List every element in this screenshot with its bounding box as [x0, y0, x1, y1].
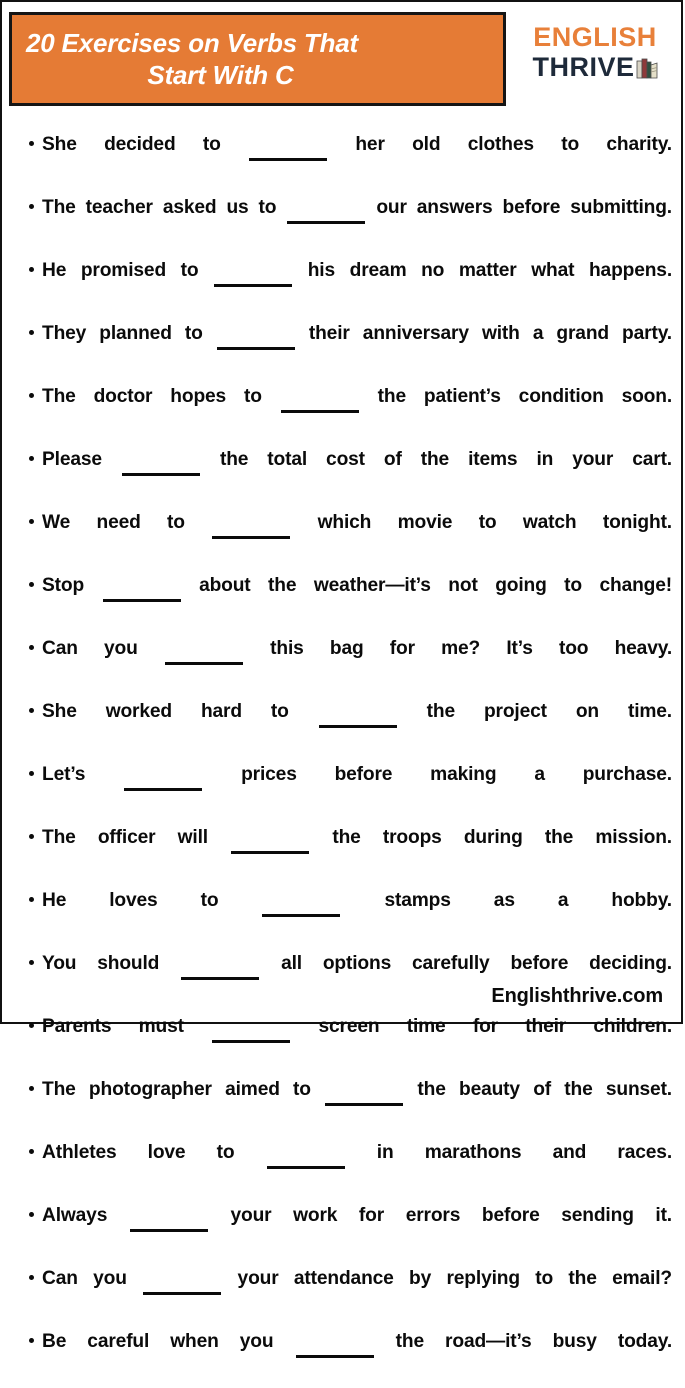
list-item	[2, 569, 685, 632]
sentence-suffix: the total cost of the items in your cart.	[219, 449, 672, 470]
brand-logo	[519, 22, 671, 82]
answer-blank[interactable]	[325, 1073, 403, 1106]
list-item	[2, 1073, 685, 1136]
sentence-prefix: Be careful when you	[42, 1331, 274, 1352]
sentence-prefix: They planned to	[42, 323, 203, 344]
list-item	[2, 1199, 685, 1262]
list-item	[2, 758, 685, 821]
sentence-prefix: Athletes love to	[42, 1142, 235, 1163]
sentence-prefix: She decided to	[42, 134, 221, 155]
sentence-suffix: the project on time.	[426, 701, 672, 722]
list-item	[2, 380, 685, 443]
sentence-suffix: the road—it’s busy today.	[395, 1331, 673, 1352]
sentence-suffix: your attendance by replying to the email?	[237, 1268, 672, 1289]
answer-blank[interactable]	[143, 1262, 221, 1295]
sentence-suffix: your work for errors before sending it.	[230, 1205, 672, 1226]
sentence-prefix: Can you	[42, 638, 138, 659]
footer-website: Englishthrive.com	[491, 985, 663, 1007]
sentence-prefix: He loves to	[42, 890, 219, 911]
sentence-suffix: the beauty of the sunset.	[417, 1079, 672, 1100]
logo-bottom-row	[532, 52, 657, 82]
title-banner	[9, 12, 506, 106]
sentence-suffix: their anniversary with a grand party.	[308, 323, 672, 344]
answer-blank[interactable]	[122, 443, 200, 476]
sentence-suffix: screen time for their children.	[318, 1016, 673, 1037]
sentence-suffix: his dream no matter what happens.	[307, 260, 672, 281]
sentence-suffix: prices before making a purchase.	[241, 764, 672, 785]
sentence-suffix: all options carefully before deciding.	[281, 953, 672, 974]
sentence-suffix: this bag for me? It’s too heavy.	[270, 638, 672, 659]
sentence-prefix: The officer will	[42, 827, 208, 848]
answer-blank[interactable]	[217, 317, 295, 350]
sentence-prefix: Parents must	[42, 1016, 184, 1037]
list-item	[2, 632, 685, 695]
answer-blank[interactable]	[249, 128, 327, 161]
answer-blank[interactable]	[281, 380, 359, 413]
sentence-suffix: the patient’s condition soon.	[377, 386, 672, 407]
list-item	[2, 317, 685, 380]
page-header	[2, 2, 681, 110]
sentence-prefix: We need to	[42, 512, 185, 533]
sentence-suffix: in marathons and races.	[376, 1142, 672, 1163]
answer-blank[interactable]	[319, 695, 397, 728]
page-title-line2: Start With C	[147, 60, 294, 90]
answer-blank[interactable]	[262, 884, 340, 917]
sentence-prefix: You should	[42, 953, 160, 974]
list-item	[2, 254, 685, 317]
sentence-prefix: He promised to	[42, 260, 199, 281]
list-item	[2, 1262, 685, 1325]
books-icon	[636, 57, 658, 80]
sentence-suffix: her old clothes to charity.	[355, 134, 672, 155]
answer-blank[interactable]	[165, 632, 243, 665]
sentence-suffix: our answers before submitting.	[376, 197, 672, 218]
sentence-suffix: about the weather—it’s not going to change!	[199, 575, 672, 596]
answer-blank[interactable]	[231, 821, 309, 854]
answer-blank[interactable]	[181, 947, 259, 980]
list-item	[2, 191, 685, 254]
list-item	[2, 506, 685, 569]
answer-blank[interactable]	[287, 191, 365, 224]
logo-word-english: ENGLISH	[533, 22, 657, 52]
answer-blank[interactable]	[212, 1010, 290, 1043]
list-item	[2, 443, 685, 506]
answer-blank[interactable]	[124, 758, 202, 791]
sentence-prefix: Stop	[42, 575, 85, 596]
sentence-prefix: The photographer aimed to	[42, 1079, 311, 1100]
list-item	[2, 695, 685, 758]
list-item	[2, 1136, 685, 1199]
answer-blank[interactable]	[212, 506, 290, 539]
sentence-prefix: She worked hard to	[42, 701, 289, 722]
list-item	[2, 884, 685, 947]
list-item	[2, 821, 685, 884]
list-item	[2, 1325, 685, 1388]
sentence-prefix: The doctor hopes to	[42, 386, 262, 407]
page-title-line1: 20 Exercises on Verbs That	[26, 28, 359, 58]
sentence-suffix: the troops during the mission.	[332, 827, 672, 848]
answer-blank[interactable]	[103, 569, 181, 602]
sentence-prefix: Please	[42, 449, 102, 470]
sentence-prefix: Let’s	[42, 764, 86, 785]
sentence-prefix: Can you	[42, 1268, 127, 1289]
sentence-suffix: which movie to watch tonight.	[317, 512, 672, 533]
sentence-suffix: stamps as a hobby.	[384, 890, 672, 911]
sentence-prefix: Always	[42, 1205, 108, 1226]
answer-blank[interactable]	[296, 1325, 374, 1358]
list-item	[2, 1010, 685, 1073]
answer-blank[interactable]	[214, 254, 292, 287]
sentence-prefix: The teacher asked us to	[42, 197, 277, 218]
logo-word-thrive: THRIVE	[532, 52, 635, 82]
answer-blank[interactable]	[130, 1199, 208, 1232]
exercise-list	[2, 128, 685, 1388]
answer-blank[interactable]	[267, 1136, 345, 1169]
list-item	[2, 128, 685, 191]
